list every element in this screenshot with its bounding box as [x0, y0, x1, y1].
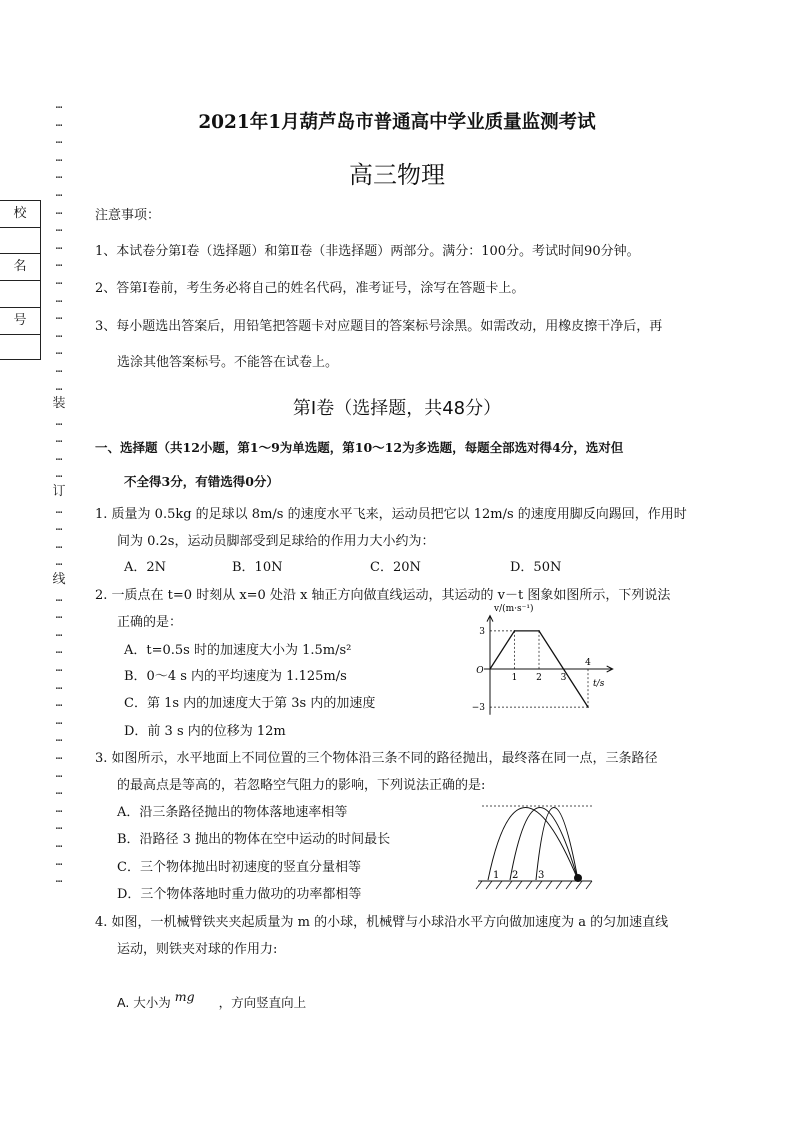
x-tick-label-4: 4 — [585, 658, 591, 668]
q3-option-d: D．三个物体落地时重力做功的功率都相等 — [117, 887, 362, 902]
q3-option-b: B．沿路径 3 抛出的物体在空中运动的时间最长 — [117, 832, 391, 847]
q1-option-c: C．20N — [370, 560, 421, 575]
number-field-blank[interactable] — [0, 335, 40, 358]
ground-hatching — [476, 881, 592, 889]
q2-option-d: D．前 3 s 内的位移为 12m — [124, 724, 286, 739]
q2-option-c: C．第 1s 内的加速度大于第 3s 内的加速度 — [124, 696, 376, 711]
q2-option-b: B．0～4 s 内的平均速度为 1.125m/s — [124, 669, 347, 684]
q2-option-a: A．t=0.5s 时的加速度大小为 1.5m/s² — [124, 643, 352, 658]
y-tick-label-3: 3 — [479, 626, 485, 637]
vt-graph — [462, 598, 622, 722]
q4-option-a — [117, 989, 307, 1011]
x-axis-label: t/s — [593, 679, 605, 689]
q2-stem: 2. 一质点在 t=0 时刻从 x=0 处沿 x 轴正方向做直线运动，其运动的 v－t 图象如图所示，下列说法 — [95, 588, 671, 603]
q4-stem: 4. 如图，一机械臂铁夹夹起质量为 m 的小球，机械臂与小球沿水平方向做加速度为 a 的匀加速直线 — [95, 915, 669, 930]
q4-option-a-mg: mg — [174, 989, 195, 1004]
y-axis-label: v/(m·s⁻¹) — [494, 604, 534, 614]
section-1-instruction: 一、选择题（共12小题，第1～9为单选题，第10～12为多选题，每题全部选对得4分，选对但 — [95, 440, 624, 455]
path-label-3: 3 — [538, 870, 545, 881]
path-label-1: 1 — [493, 870, 500, 881]
notice-item-3: 3、每小题选出答案后，用铅笔把答题卡对应题目的答案标号涂黑。如需改动，用橡皮擦干净后，再 — [95, 319, 663, 334]
notice-item-1: 1、本试卷分第Ⅰ卷（选择题）和第Ⅱ卷（非选择题）两部分。满分：100分。考试时间90分钟。 — [95, 244, 640, 259]
binding-ding: 订 — [52, 484, 66, 500]
projectile-paths-figure — [474, 798, 596, 892]
student-info-box — [0, 200, 41, 360]
section-1-title: 第Ⅰ卷（选择题，共48分） — [292, 398, 502, 419]
q4-option-a-prefix: A. 大小为 — [117, 995, 171, 1010]
q3-stem: 3. 如图所示，水平地面上不同位置的三个物体沿三条不同的路径抛出，最终落在同一点，三条路径 — [95, 751, 658, 766]
school-field-label: 校 — [0, 201, 40, 228]
q1-option-a: A．2N — [124, 560, 167, 575]
y-tick-label-neg3: −3 — [471, 703, 485, 714]
q3-option-c: C．三个物体抛出时初速度的竖直分量相等 — [117, 860, 361, 875]
x-tick-label-3: 3 — [560, 673, 567, 683]
vt-point-2 — [538, 630, 540, 632]
q4-stem-cont: 运动，则铁夹对球的作用力: — [117, 942, 278, 957]
q1-stem-cont: 间为 0.2s，运动员脚部受到足球给的作用力大小约为： — [117, 534, 435, 549]
binding-xian: 线 — [52, 572, 66, 588]
path-1 — [488, 808, 578, 881]
notice-item-2: 2、答第Ⅰ卷前，考生务必将自己的姓名代码，准考证号，涂写在答题卡上。 — [95, 281, 525, 296]
x-tick-label-1: 1 — [511, 673, 518, 683]
exam-title: 2021年1月葫芦岛市普通高中学业质量监测考试 — [198, 112, 596, 133]
x-tick-label-2: 2 — [536, 673, 542, 683]
q3-stem-cont: 的最高点是等高的，若忽略空气阻力的影响，下列说法正确的是: — [117, 778, 486, 793]
q1-option-b: B．10N — [232, 560, 283, 575]
origin-label: O — [476, 666, 484, 676]
number-field-label: 号 — [0, 308, 40, 335]
section-1-instruction-cont: 不全得3分，有错选得0分） — [124, 474, 279, 489]
notice-item-3-cont: 选涂其他答案标号。不能答在试卷上。 — [117, 355, 339, 370]
vt-point-0 — [489, 668, 491, 670]
vt-point-3 — [563, 668, 565, 670]
q2-stem-cont: 正确的是： — [117, 615, 183, 630]
notice-heading: 注意事项： — [95, 208, 161, 223]
q4-option-a-suffix: ，方向竖直向上 — [218, 995, 307, 1010]
q1-stem: 1. 质量为 0.5kg 的足球以 8m/s 的速度水平飞来，运动员把它以 12m/s 的速度用脚反向踢回，作用时 — [95, 507, 687, 522]
vt-point-1 — [514, 630, 516, 632]
q3-option-a: A．沿三条路径抛出的物体落地速率相等 — [117, 805, 348, 820]
name-field-blank[interactable] — [0, 281, 40, 308]
binding-zhuang: 装 — [52, 396, 66, 412]
path-label-2: 2 — [512, 870, 519, 881]
binding-dotted-line: … … … … … … … … … … … … … … … … … 装 … … … … 订 … … … … 线 … … … … … … … … … … … … … … … … … — [52, 98, 66, 886]
school-field-blank[interactable] — [0, 227, 40, 254]
exam-subject: 高三物理 — [349, 161, 445, 189]
name-field-label: 名 — [0, 254, 40, 281]
q1-option-d: D．50N — [510, 560, 562, 575]
vt-point-4 — [587, 706, 589, 708]
